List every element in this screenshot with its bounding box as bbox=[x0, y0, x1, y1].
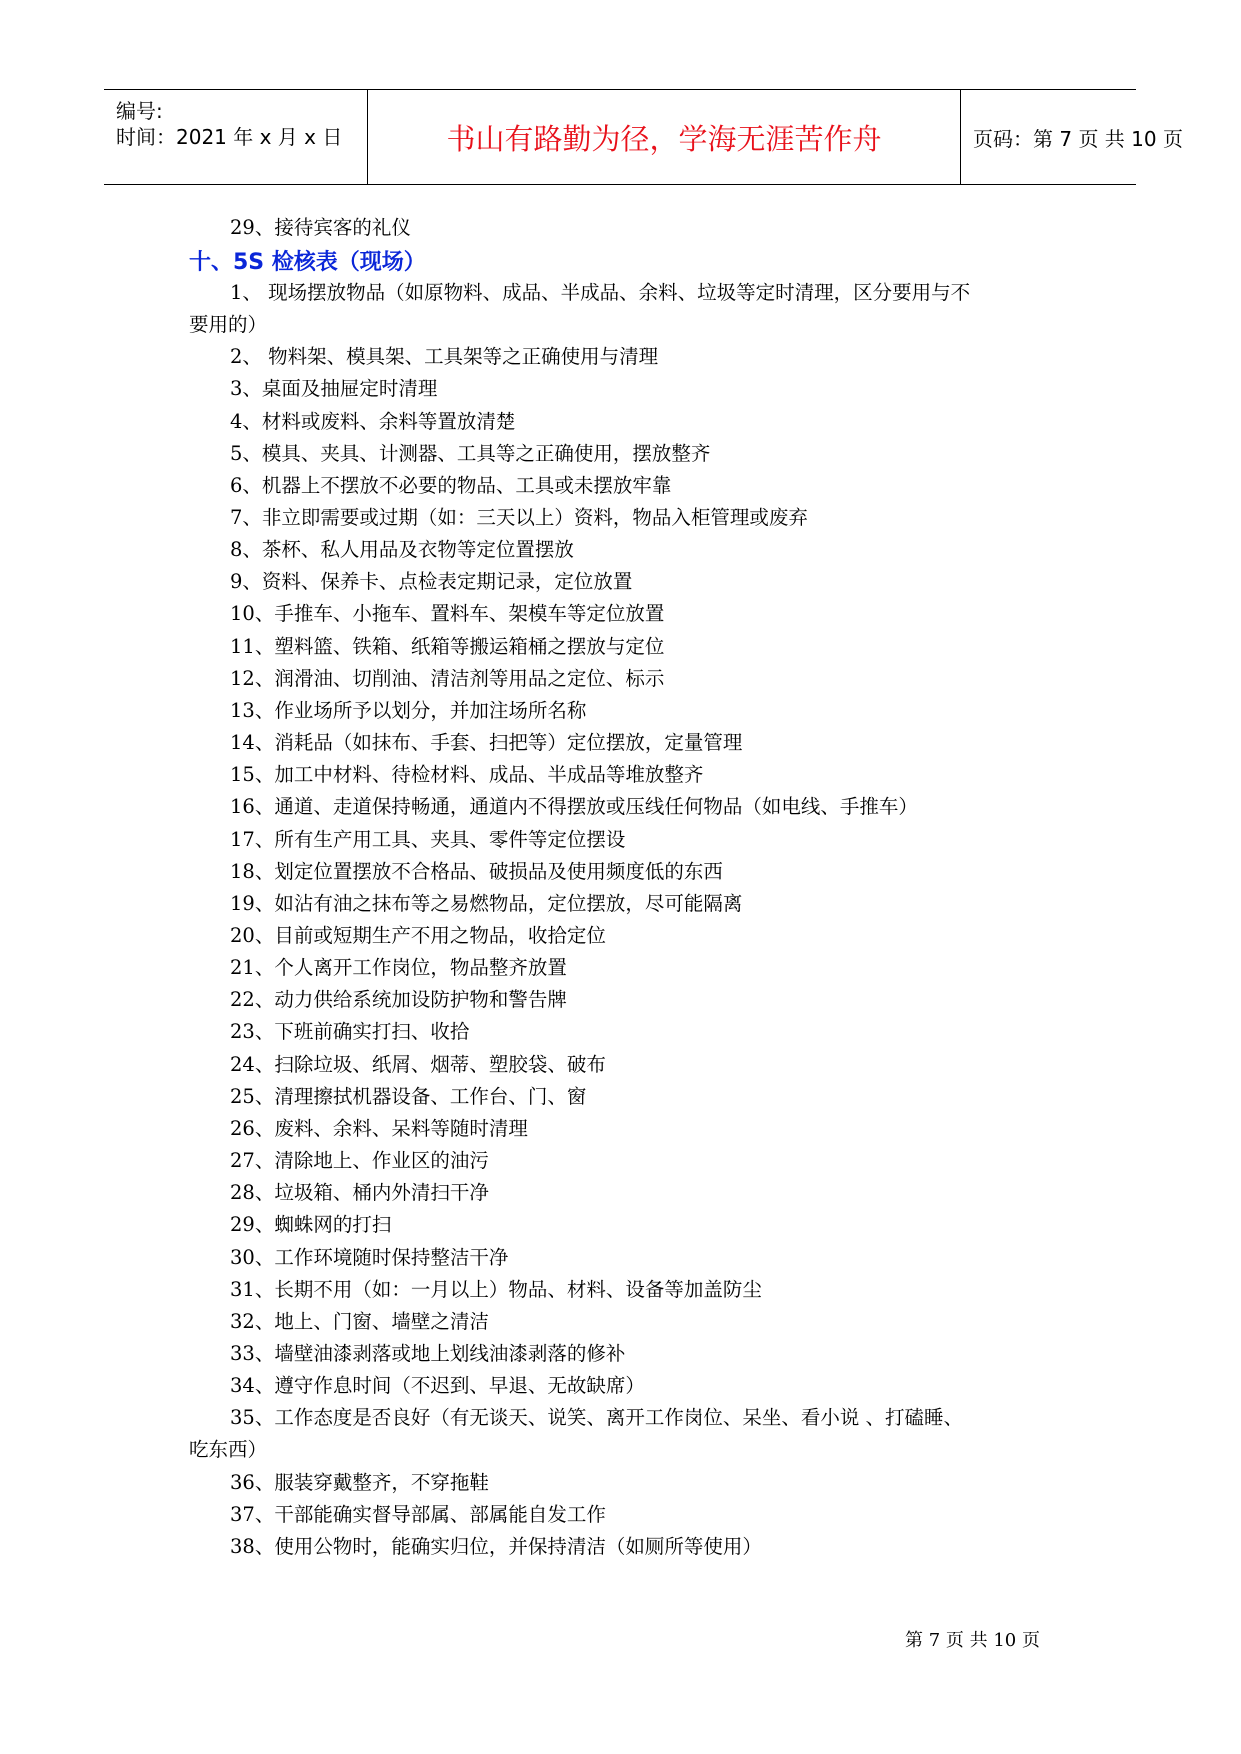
checklist-item: 2、 物料架、模具架、工具架等之正确使用与清理 bbox=[230, 345, 659, 368]
checklist-item: 29、蜘蛛网的打扫 bbox=[230, 1213, 392, 1236]
checklist-item: 22、动力供给系统加设防护物和警告牌 bbox=[230, 988, 567, 1011]
checklist-item: 7、非立即需要或过期（如：三天以上）资料，物品入柜管理或废弃 bbox=[230, 506, 808, 529]
checklist-item: 25、清理擦拭机器设备、工作台、门、窗 bbox=[230, 1085, 587, 1108]
checklist-item: 17、所有生产用工具、夹具、零件等定位摆设 bbox=[230, 828, 626, 851]
checklist-item: 19、如沾有油之抹布等之易燃物品，定位摆放，尽可能隔离 bbox=[230, 892, 743, 915]
header-page-cell bbox=[961, 90, 1183, 184]
checklist-item: 13、作业场所予以划分，并加注场所名称 bbox=[230, 699, 587, 722]
checklist-item: 14、消耗品（如抹布、手套、扫把等）定位摆放，定量管理 bbox=[230, 731, 743, 754]
checklist-item: 18、划定位置摆放不合格品、破损品及使用频度低的东西 bbox=[230, 860, 723, 883]
checklist-item: 5、模具、夹具、计测器、工具等之正确使用，摆放整齐 bbox=[230, 442, 711, 465]
checklist-item: 1、 现场摆放物品（如原物料、成品、半成品、余料、垃圾等定时清理，区分要用与不 bbox=[230, 281, 971, 304]
checklist-item: 38、使用公物时，能确实归位，并保持清洁（如厕所等使用） bbox=[230, 1535, 762, 1558]
checklist-item: 9、资料、保养卡、点检表定期记录，定位放置 bbox=[230, 570, 633, 593]
checklist-item: 吃东西） bbox=[189, 1438, 268, 1461]
checklist-item: 要用的） bbox=[189, 313, 268, 336]
checklist-item: 16、通道、走道保持畅通，通道内不得摆放或压线任何物品（如电线、手推车） bbox=[230, 795, 918, 818]
checklist-item: 36、服装穿戴整齐，不穿拖鞋 bbox=[230, 1471, 489, 1494]
checklist-item: 24、扫除垃圾、纸屑、烟蒂、塑胶袋、破布 bbox=[230, 1053, 606, 1076]
checklist-item: 15、加工中材料、待检材料、成品、半成品等堆放整齐 bbox=[230, 763, 704, 786]
checklist-item: 26、废料、余料、呆料等随时清理 bbox=[230, 1117, 528, 1140]
header-motto-cell bbox=[368, 90, 961, 184]
header-left-cell bbox=[104, 90, 368, 184]
checklist-item: 33、墙壁油漆剥落或地上划线油漆剥落的修补 bbox=[230, 1342, 626, 1365]
checklist-item: 4、材料或废料、余料等置放清楚 bbox=[230, 410, 516, 433]
checklist-item: 34、遵守作息时间（不迟到、早退、无故缺席） bbox=[230, 1374, 645, 1397]
document-date-label: 时间：2021 年 x 月 x 日 bbox=[116, 125, 343, 149]
checklist-item: 3、桌面及抽屉定时清理 bbox=[230, 377, 438, 400]
checklist-item: 20、目前或短期生产不用之物品，收拾定位 bbox=[230, 924, 606, 947]
checklist-item: 6、机器上不摆放不必要的物品、工具或未摆放牢靠 bbox=[230, 474, 672, 497]
checklist-item: 12、润滑油、切削油、清洁剂等用品之定位、标示 bbox=[230, 667, 665, 690]
checklist-item: 32、地上、门窗、墙壁之清洁 bbox=[230, 1310, 489, 1333]
checklist-item: 10、手推车、小拖车、置料车、架模车等定位放置 bbox=[230, 602, 665, 625]
section-title: 十、5S 检核表（现场） bbox=[189, 250, 426, 275]
page-header bbox=[104, 89, 1183, 185]
checklist-item: 28、垃圾箱、桶内外清扫干净 bbox=[230, 1181, 489, 1204]
checklist-item: 35、工作态度是否良好（有无谈天、说笑、离开工作岗位、呆坐、看小说 、打磕睡、 bbox=[230, 1406, 964, 1429]
page-footer: 第 7 页 共 10 页 bbox=[905, 1630, 1040, 1651]
checklist-item: 8、茶杯、私人用品及衣物等定位置摆放 bbox=[230, 538, 574, 561]
checklist-item: 27、清除地上、作业区的油污 bbox=[230, 1149, 489, 1172]
checklist-item: 30、工作环境随时保持整洁干净 bbox=[230, 1246, 509, 1269]
checklist-item: 23、下班前确实打扫、收拾 bbox=[230, 1020, 470, 1043]
checklist-item: 11、塑料篮、铁箱、纸箱等搬运箱桶之摆放与定位 bbox=[230, 635, 665, 658]
checklist-item: 31、长期不用（如：一月以上）物品、材料、设备等加盖防尘 bbox=[230, 1278, 762, 1301]
header-motto: 书山有路勤为径，学海无涯苦作舟 bbox=[446, 121, 882, 156]
header-page-number: 页码：第 7 页 共 10 页 bbox=[973, 126, 1183, 151]
checklist-item: 37、干部能确实督导部属、部属能自发工作 bbox=[230, 1503, 606, 1526]
checklist-item: 21、个人离开工作岗位，物品整齐放置 bbox=[230, 956, 567, 979]
intro-item: 29、接待宾客的礼仪 bbox=[230, 216, 411, 239]
document-number-label: 编号: bbox=[116, 99, 163, 123]
